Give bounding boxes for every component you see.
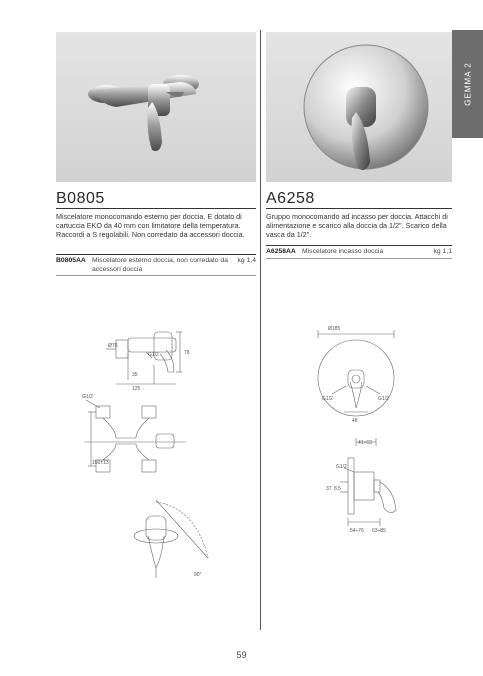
product-description-right: Gruppo monocomando ad incasso per doccia. Attacchi di alimentazione e scarico alla doccia da 1/2". Scarico della vasca da 1/2". xyxy=(266,212,448,239)
dim-thread-left: G1/2 xyxy=(322,396,333,402)
dim-diameter: Ø70 xyxy=(108,343,118,349)
variant-weight: kg 1,4 xyxy=(237,257,256,264)
dim-width-125: 125 xyxy=(132,386,141,392)
variant-description: Miscelatore incasso doccia xyxy=(302,248,384,255)
title-rule-right xyxy=(266,208,452,209)
dim-offset: 48 xyxy=(352,418,358,424)
dim-centers: 150±13 xyxy=(92,460,109,466)
dim-thread: G1/2 xyxy=(148,352,159,358)
variant-bottom-rule-right xyxy=(266,258,452,259)
dim-height: 78 xyxy=(184,350,190,356)
product-title-left: B0805 xyxy=(56,190,105,207)
section-tab-label: GEMMA 2 xyxy=(463,62,472,106)
variant-row-left xyxy=(56,257,256,274)
variant-row-right xyxy=(266,248,452,257)
variant-bottom-rule-left xyxy=(56,275,256,276)
dim-thread-side: G1/2 xyxy=(336,464,347,470)
variant-description: Miscelatore esterno doccia, non corredato da accessori doccia xyxy=(92,257,229,273)
dim-plate-diameter: Ø185 xyxy=(328,326,341,332)
variant-code: B0805AA xyxy=(56,257,86,264)
variant-rule-left xyxy=(56,254,256,255)
dim-angle: 90° xyxy=(194,572,202,578)
page-number: 59 xyxy=(236,650,247,660)
dim-depth-range: 41÷63 xyxy=(358,440,372,446)
column-divider xyxy=(260,30,261,630)
dim-range-63-85: 63÷85 xyxy=(372,528,386,534)
product-description-left: Miscelatore monocomando esterno per doccia. E dotato di cartuccia EKO da 40 mm con limitatore della temperatura. Raccordi a S regolabili. Non corredato da accessori doccia. xyxy=(56,212,245,239)
title-rule-left xyxy=(56,208,256,209)
variant-weight: kg 1,1 xyxy=(433,248,452,255)
product-photo-a6258 xyxy=(266,32,452,182)
product-title-right: A6258 xyxy=(266,190,315,207)
dim-width-35: 35 xyxy=(132,372,138,378)
variant-rule-right xyxy=(266,245,452,246)
product-photo-b0805 xyxy=(56,32,256,182)
dim-thread-right: G1/2 xyxy=(378,396,389,402)
technical-drawing-a6258 xyxy=(266,320,452,540)
dim-8-5: 8,5 xyxy=(334,486,341,492)
dim-thread-front: G1/2 xyxy=(82,394,93,400)
dim-range-54-76: 54÷76 xyxy=(350,528,364,534)
section-tab xyxy=(452,30,483,138)
dim-37: 37 xyxy=(326,486,332,492)
technical-drawing-b0805 xyxy=(56,310,256,590)
variant-code: A6258AA xyxy=(266,248,296,255)
